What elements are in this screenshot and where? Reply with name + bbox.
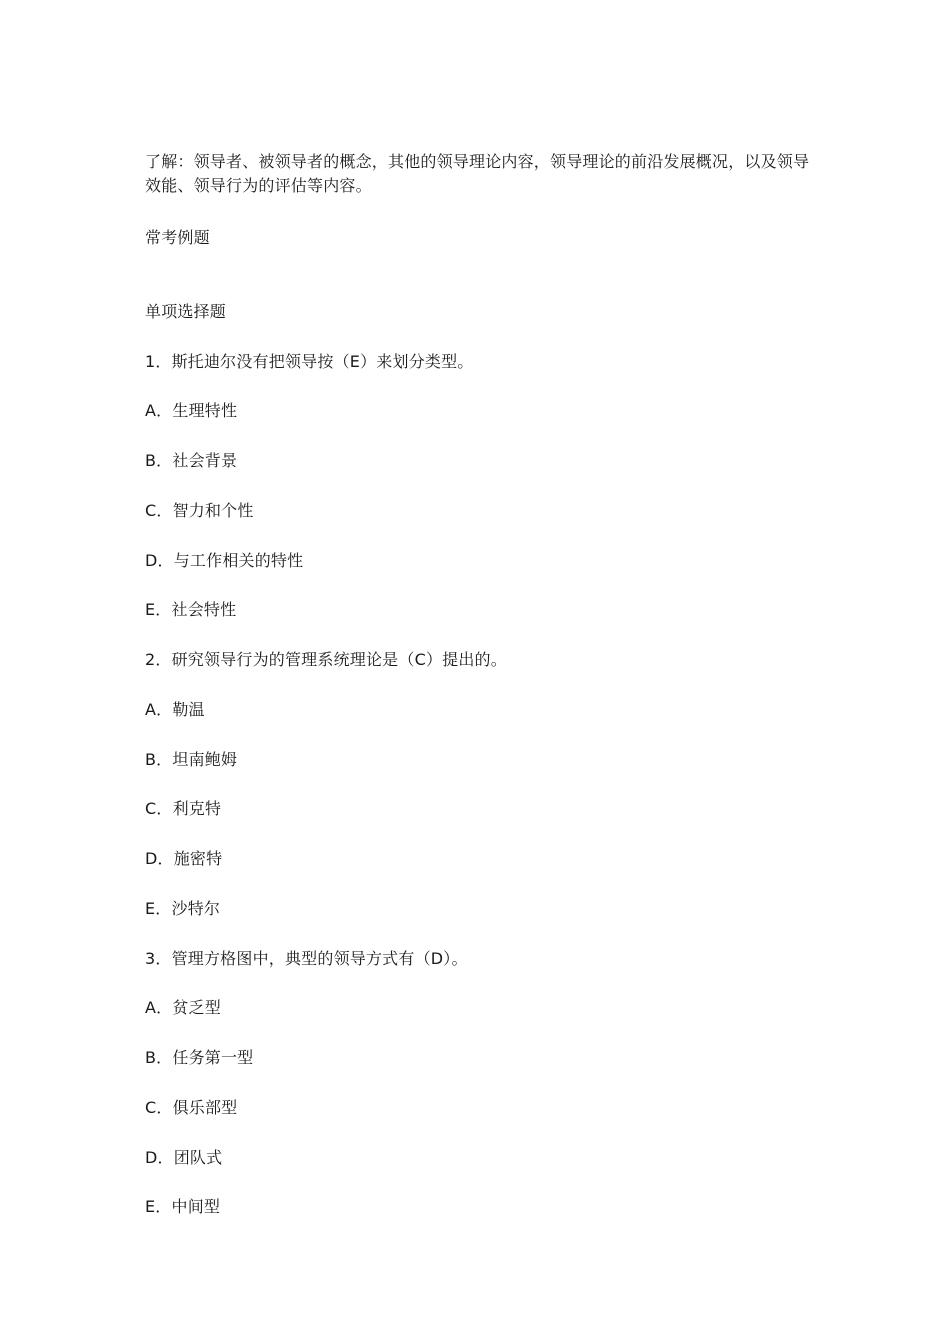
subsection-title: 单项选择题: [145, 302, 227, 321]
question-1-option-d: D．与工作相关的特性: [145, 551, 304, 570]
question-3-option-a: A．贫乏型: [145, 998, 221, 1017]
question-3-option-c: C．俱乐部型: [145, 1098, 238, 1117]
question-3-option-e: E．中间型: [145, 1197, 221, 1216]
question-3-option-b: B．任务第一型: [145, 1048, 254, 1067]
question-3-stem: 3．管理方格图中，典型的领导方式有（D）。: [145, 949, 468, 968]
question-1-stem: 1．斯托迪尔没有把领导按（E）来划分类型。: [145, 352, 474, 371]
question-2-option-e: E．沙特尔: [145, 899, 221, 918]
question-2-option-d: D．施密特: [145, 849, 223, 868]
intro-paragraph: 了解：领导者、被领导者的概念，其他的领导理论内容，领导理论的前沿发展概况，以及领导效能、领导行为的评估等内容。: [145, 152, 810, 195]
question-2-option-a: A．勒温: [145, 700, 205, 719]
question-1-option-e: E．社会特性: [145, 600, 237, 619]
question-1-option-a: A．生理特性: [145, 401, 238, 420]
question-2-option-b: B．坦南鲍姆: [145, 750, 238, 769]
question-1-option-b: B．社会背景: [145, 451, 238, 470]
section-title: 常考例题: [145, 228, 210, 247]
question-1-option-c: C．智力和个性: [145, 501, 254, 520]
question-2-stem: 2．研究领导行为的管理系统理论是（C）提出的。: [145, 650, 507, 669]
question-2-option-c: C．利克特: [145, 799, 222, 818]
question-3-option-d: D．团队式: [145, 1148, 223, 1167]
